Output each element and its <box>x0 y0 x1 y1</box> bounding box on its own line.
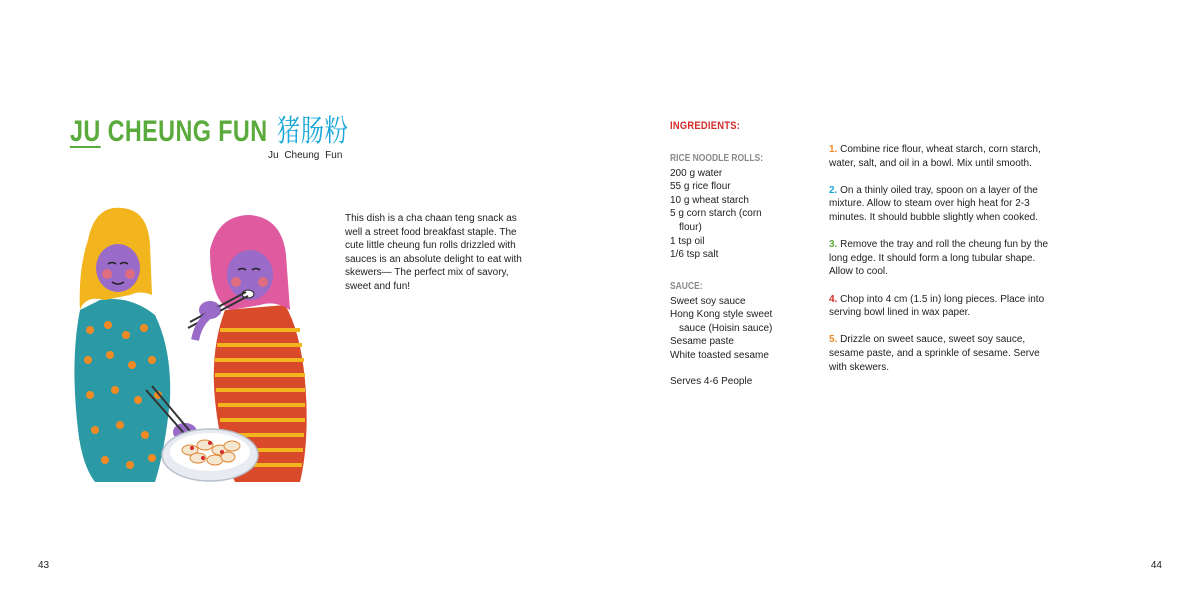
step-item <box>829 238 1054 279</box>
step-number: 2. <box>829 184 838 196</box>
page-number-left: 43 <box>38 560 50 571</box>
step-number: 4. <box>829 293 838 305</box>
rice-noodle-rolls-list <box>670 152 779 262</box>
step-text: On a thinly oiled tray, spoon on a layer of the mixture. Allow to steam over high heat for 2-3 minutes. It should bubble slightly when cooked. <box>829 184 1039 223</box>
recipe-intro: This dish is a cha chaan teng snack as well a street food breakfast staple. The cute little cheung fun rolls drizzled with sauces is an absolute delight to eat with skewers— The perfect mix of savory, sweet and fun! <box>345 213 522 292</box>
page-number-right: 44 <box>1150 560 1162 571</box>
ingredients-heading: INGREDIENTS: <box>670 120 741 132</box>
right-page <box>600 0 1200 600</box>
ingredient-item: 1 tsp oil <box>670 235 705 247</box>
title-part2: CHEUNG FUN <box>100 115 268 148</box>
step-number: 5. <box>829 334 838 346</box>
serves-text: Serves 4-6 People <box>670 376 753 387</box>
recipe-subtitle: Ju Cheung Fun <box>268 150 343 161</box>
sauce-list <box>670 280 772 363</box>
step-text: Combine rice flour, wheat starch, corn starch, water, salt, and oil in a bowl. Mix until smooth. <box>829 144 1041 169</box>
steps-list <box>829 143 1054 388</box>
recipe-title <box>70 106 348 146</box>
step-text: Remove the tray and roll the cheung fun by the long edge. It should form a long tubular shape. Allow to cool. <box>829 239 1049 278</box>
step-item <box>829 184 1054 225</box>
ingredient-item: Sesame paste <box>670 336 734 348</box>
step-number: 1. <box>829 144 838 155</box>
ingredient-item: Hong Kong style sweet <box>670 309 773 321</box>
step-number: 3. <box>829 239 838 251</box>
step-item <box>829 333 1054 374</box>
step-text: Chop into 4 cm (1.5 in) long pieces. Place into serving bowl lined in wax paper. <box>829 293 1045 319</box>
ingredient-item: White toasted sesame <box>670 349 769 361</box>
ingredient-item: 1/6 tsp salt <box>670 249 719 261</box>
two-girls-eating-illustration <box>60 200 310 490</box>
step-item <box>829 293 1054 320</box>
ingredient-item: 55 g rice flour <box>670 181 731 193</box>
step-item <box>829 143 1054 170</box>
ingredient-item: sauce (Hoisin sauce) <box>679 322 773 334</box>
step-text: Drizzle on sweet sauce, sweet soy sauce, sesame paste, and a sprinkle of sesame. Serve with skewers. <box>829 334 1040 373</box>
sauce-heading: SAUCE: <box>670 281 703 292</box>
ingredient-item: 200 g water <box>670 167 723 179</box>
ingredient-item: 5 g corn starch (corn <box>670 208 762 220</box>
rice-noodle-rolls-heading: RICE NOODLE ROLLS: <box>670 153 764 164</box>
ingredient-item: 10 g wheat starch <box>670 194 749 206</box>
title-chinese: 猪肠粉 <box>276 115 349 148</box>
ingredient-item: flour) <box>679 221 702 233</box>
ingredient-item: Sweet soy sauce <box>670 295 746 307</box>
title-part1: JU <box>70 115 101 148</box>
